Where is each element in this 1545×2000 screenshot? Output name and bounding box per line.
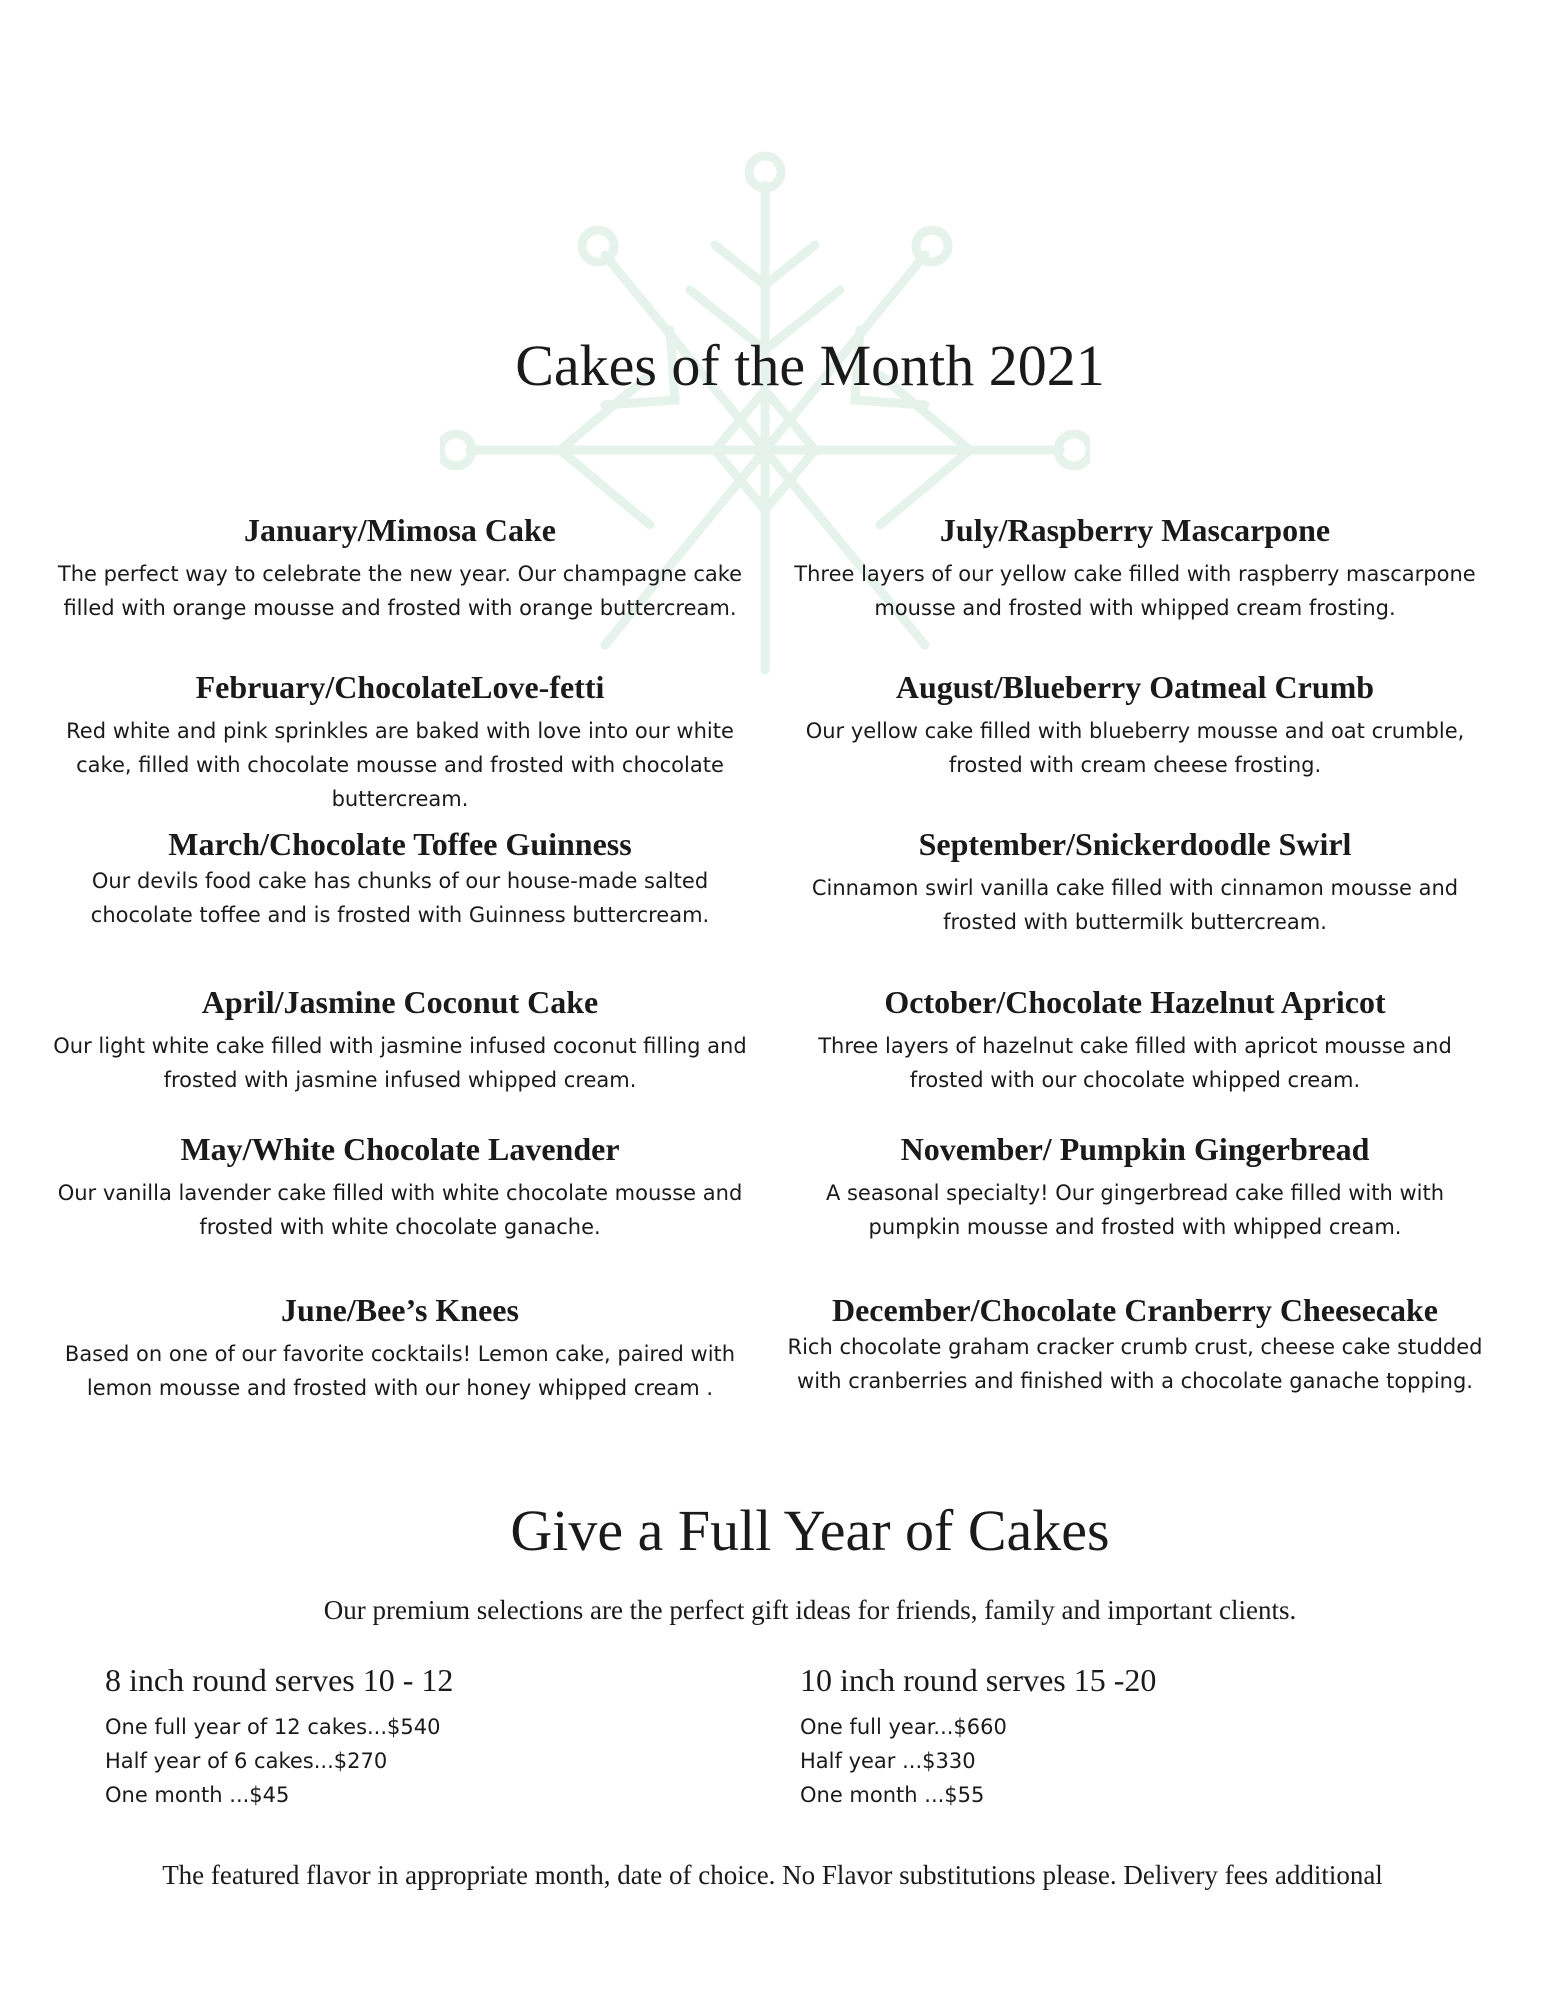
snowflake-icon [440,150,1090,710]
gift-section-title: Give a Full Year of Cakes [510,1498,1110,1563]
month-description: Based on one of our favorite cocktails! Lemon cake, paired with lemon mousse and frosted with our honey whipped cream . [64,1342,736,1400]
price-option-10-inch [800,1658,1156,1812]
month-title: July/Raspberry Mascarpone [939,512,1331,548]
month-description: Rich chocolate graham cracker crumb crust, cheese cake studded with cranberries and finished with a chocolate ganache topping. [787,1335,1483,1393]
month-title: June/Bee’s Knees [281,1292,519,1328]
month-title: November/ Pumpkin Gingerbread [900,1131,1370,1167]
price-option-size: 8 inch round serves 10 - 12 [105,1662,454,1698]
month-title: January/Mimosa Cake [244,512,556,548]
month-june [50,1290,750,1405]
month-description: Cinnamon swirl vanilla cake filled with cinnamon mousse and frosted with buttermilk buttercream. [811,876,1459,934]
gift-section-subtitle: Our premium selections are the perfect gift ideas for friends, family and important clients. [323,1595,1297,1625]
month-description: Our devils food cake has chunks of our house-made salted chocolate toffee and is frosted with Guinness buttercream. [90,869,710,927]
price-item: One month ...$45 [105,1783,290,1807]
month-title: April/Jasmine Coconut Cake [201,984,599,1020]
month-september [785,824,1485,939]
price-item: Half year of 6 cakes...$270 [105,1749,388,1773]
price-item: One month ...$55 [800,1783,985,1807]
month-description: Our light white cake filled with jasmine infused coconut filling and frosted with jasmine infused whipped cream. [53,1034,747,1092]
month-description: Our vanilla lavender cake filled with white chocolate mousse and frosted with white chocolate ganache. [57,1181,743,1239]
month-title: December/Chocolate Cranberry Cheesecake [831,1292,1438,1328]
month-november [785,1129,1485,1244]
footer-note: The featured flavor in appropriate month, date of choice. No Flavor substitutions please. Delivery fees additional [162,1860,1383,1890]
month-description: A seasonal specialty! Our gingerbread cake filled with with pumpkin mousse and frosted with whipped cream. [825,1181,1445,1239]
month-december [785,1290,1485,1398]
price-option-size: 10 inch round serves 15 -20 [800,1662,1157,1698]
month-description: Our yellow cake filled with blueberry mousse and oat crumble, frosted with cream cheese frosting. [805,719,1465,777]
month-title: August/Blueberry Oatmeal Crumb [895,669,1375,705]
month-description: Red white and pink sprinkles are baked with love into our white cake, filled with chocolate mousse and frosted with chocolate buttercream. [66,719,734,811]
price-list [800,1710,1156,1812]
month-october [785,982,1485,1097]
price-option-8-inch [105,1658,453,1812]
month-may [50,1129,750,1244]
month-april [50,982,750,1097]
month-title: March/Chocolate Toffee Guinness [168,826,632,862]
price-item: One full year of 12 cakes...$540 [105,1715,441,1739]
month-description: The perfect way to celebrate the new year. Our champagne cake filled with orange mousse and frosted with orange buttercream. [57,562,743,620]
month-august [785,667,1485,782]
month-july [785,510,1485,625]
month-description: Three layers of hazelnut cake filled with apricot mousse and frosted with our chocolate whipped cream. [818,1034,1452,1092]
month-january [50,510,750,625]
month-title: September/Snickerdoodle Swirl [918,826,1352,862]
month-description: Three layers of our yellow cake filled with raspberry mascarpone mousse and frosted with whipped cream frosting. [794,562,1476,620]
month-title: May/White Chocolate Lavender [180,1131,620,1167]
month-february [50,667,750,816]
price-item: Half year ...$330 [800,1749,976,1773]
price-item: One full year...$660 [800,1715,1007,1739]
month-title: October/Chocolate Hazelnut Apricot [884,984,1386,1020]
page-title: Cakes of the Month 2021 [515,333,1105,398]
price-list [105,1710,453,1812]
month-march [50,824,750,932]
month-title: February/ChocolateLove-fetti [195,669,605,705]
